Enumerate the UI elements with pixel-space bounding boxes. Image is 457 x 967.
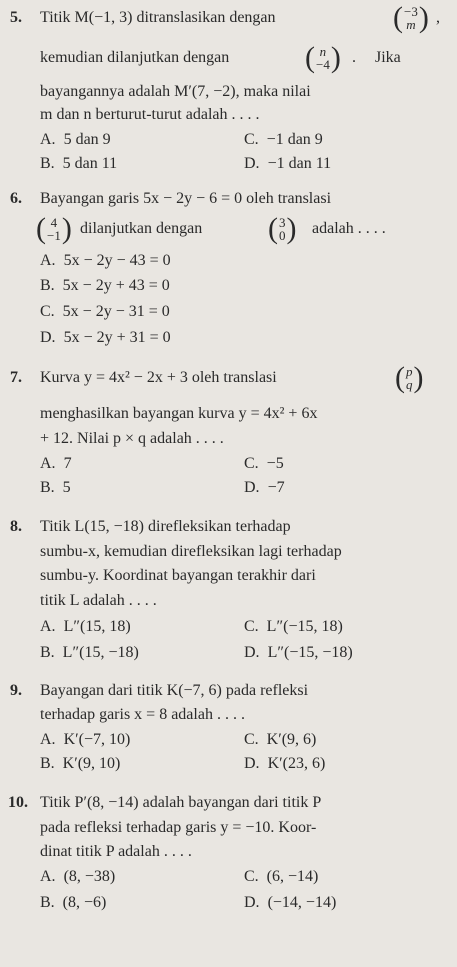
option-d: D. 5x − 2y + 31 = 0 xyxy=(40,329,171,346)
option-a: A. 7 xyxy=(40,455,72,472)
question-text: Bayangan garis 5x − 2y − 6 = 0 oleh translasi xyxy=(40,190,332,207)
question-number: 6. xyxy=(10,190,22,207)
question-number: 9. xyxy=(10,682,22,699)
option-a: A. 5x − 2y − 43 = 0 xyxy=(40,252,171,269)
question-text: pada refleksi terhadap garis y = −10. Koor- xyxy=(40,819,317,836)
question-text: Titik L(15, −18) direfleksikan terhadap xyxy=(40,518,291,535)
option-d: D. −7 xyxy=(244,479,285,496)
option-d: D. (−14, −14) xyxy=(244,894,337,911)
question-text: menghasilkan bayangan kurva y = 4x² + 6x xyxy=(40,405,318,422)
question-text: titik L adalah . . . . xyxy=(40,592,157,609)
option-b: B. 5x − 2y + 43 = 0 xyxy=(40,277,170,294)
question-number: 7. xyxy=(10,369,22,386)
question-text: Titik M(−1, 3) ditranslasikan dengan xyxy=(40,9,276,26)
option-a: A. K′(−7, 10) xyxy=(40,731,131,748)
question-number: 10. xyxy=(8,794,28,811)
option-c: C. K′(9, 6) xyxy=(244,731,317,748)
question-text: bayangannya adalah M′(7, −2), maka nilai xyxy=(40,83,311,100)
option-d: D. K′(23, 6) xyxy=(244,755,326,772)
option-b: B. 5 xyxy=(40,479,71,496)
option-a: A. 5 dan 9 xyxy=(40,131,111,148)
question-text: m dan n berturut-turut adalah . . . . xyxy=(40,106,260,123)
option-c: C. L″(−15, 18) xyxy=(244,618,343,635)
worksheet-page: 5. Titik M(−1, 3) ditranslasikan dengan ( −3 m ) , kemudian dilanjutkan dengan ( n −4 ) . Jika bayangannya adalah M′(7, −2), maka nilai m dan n berturut-turut adalah . . . . A. 5 dan 9 C. −1 dan 9 B. 5 dan 11 D. −1 dan 11 6. Bayangan garis 5x − 2y − 6 = 0 oleh translasi ( 4 −1 ) dilanjutkan dengan ( 3 0 ) adalah . . . . A. 5x − 2y − 43 = 0 B. 5x − 2y + 43 = 0 C. 5x − 2y − 31 = 0 D. 5x − 2y + 31 = 0 7. Kurva y = 4x² − 2x + 3 oleh translasi ( p q ) menghasilkan bayangan kurva y = 4x² + 6x + 12. Nilai p × q adalah . . . . A. 7 C. −5 B. 5 D. −7 8. Titik L(15, −18) direfleksikan terhadap sumbu-x, kemudian direfleksikan lagi terhadap sumbu-y. Koordinat bayangan terakhir dari titik L adalah . . . . A. L″(15, 18) C. L″(−15, 18) B. L″(15, −18) D. L″(−15, −18) 9. Bayangan dari titik K(−7, 6) pada refleksi terhadap garis x = 8 adalah . . . . A. K′(−7, 10) C. K′(9, 6) B. K′(9, 10) D. K′(23, 6) 10. Titik P′(8, −14) adalah bayangan dari titik P pada refleksi terhadap garis y = −10. Koor- dinat titik P adalah . . . . A. (8, −38) C. (6, −14) B. (8, −6) D. (−14, −14) xyxy=(8,1,440,911)
translation-vector: ( 4 −1 ) xyxy=(36,212,72,245)
option-a: A. (8, −38) xyxy=(40,868,116,885)
question-text: Jika xyxy=(375,49,401,66)
question-text: + 12. Nilai p × q adalah . . . . xyxy=(40,430,224,447)
option-c: C. −1 dan 9 xyxy=(244,131,323,148)
question-text: terhadap garis x = 8 adalah . . . . xyxy=(40,706,245,723)
option-d: D. L″(−15, −18) xyxy=(244,644,353,661)
question-number: 5. xyxy=(10,9,22,26)
option-b: B. (8, −6) xyxy=(40,894,107,911)
option-c: C. 5x − 2y − 31 = 0 xyxy=(40,303,170,320)
question-number: 8. xyxy=(10,518,22,535)
question-text: sumbu-y. Koordinat bayangan terakhir dari xyxy=(40,567,316,584)
option-c: C. −5 xyxy=(244,455,284,472)
question-text: adalah . . . . xyxy=(312,220,386,237)
translation-vector: ( −3 m ) xyxy=(393,1,429,34)
question-text: Titik P′(8, −14) adalah bayangan dari titik P xyxy=(40,794,322,811)
option-c: C. (6, −14) xyxy=(244,868,319,885)
question-text: sumbu-x, kemudian direfleksikan lagi terhadap xyxy=(40,543,342,560)
option-a: A. L″(15, 18) xyxy=(40,618,131,635)
translation-vector: ( 3 0 ) xyxy=(268,212,297,245)
question-text: dinat titik P adalah . . . . xyxy=(40,843,192,860)
option-b: B. L″(15, −18) xyxy=(40,644,139,661)
translation-vector: ( n −4 ) xyxy=(305,41,341,74)
option-d: D. −1 dan 11 xyxy=(244,155,332,172)
option-b: B. 5 dan 11 xyxy=(40,155,118,172)
translation-vector: ( p q ) xyxy=(395,361,424,394)
question-text: dilanjutkan dengan xyxy=(80,220,203,237)
question-text: Bayangan dari titik K(−7, 6) pada refleksi xyxy=(40,682,309,699)
option-b: B. K′(9, 10) xyxy=(40,755,121,772)
question-text: kemudian dilanjutkan dengan xyxy=(40,49,230,66)
question-text: Kurva y = 4x² − 2x + 3 oleh translasi xyxy=(40,369,277,386)
